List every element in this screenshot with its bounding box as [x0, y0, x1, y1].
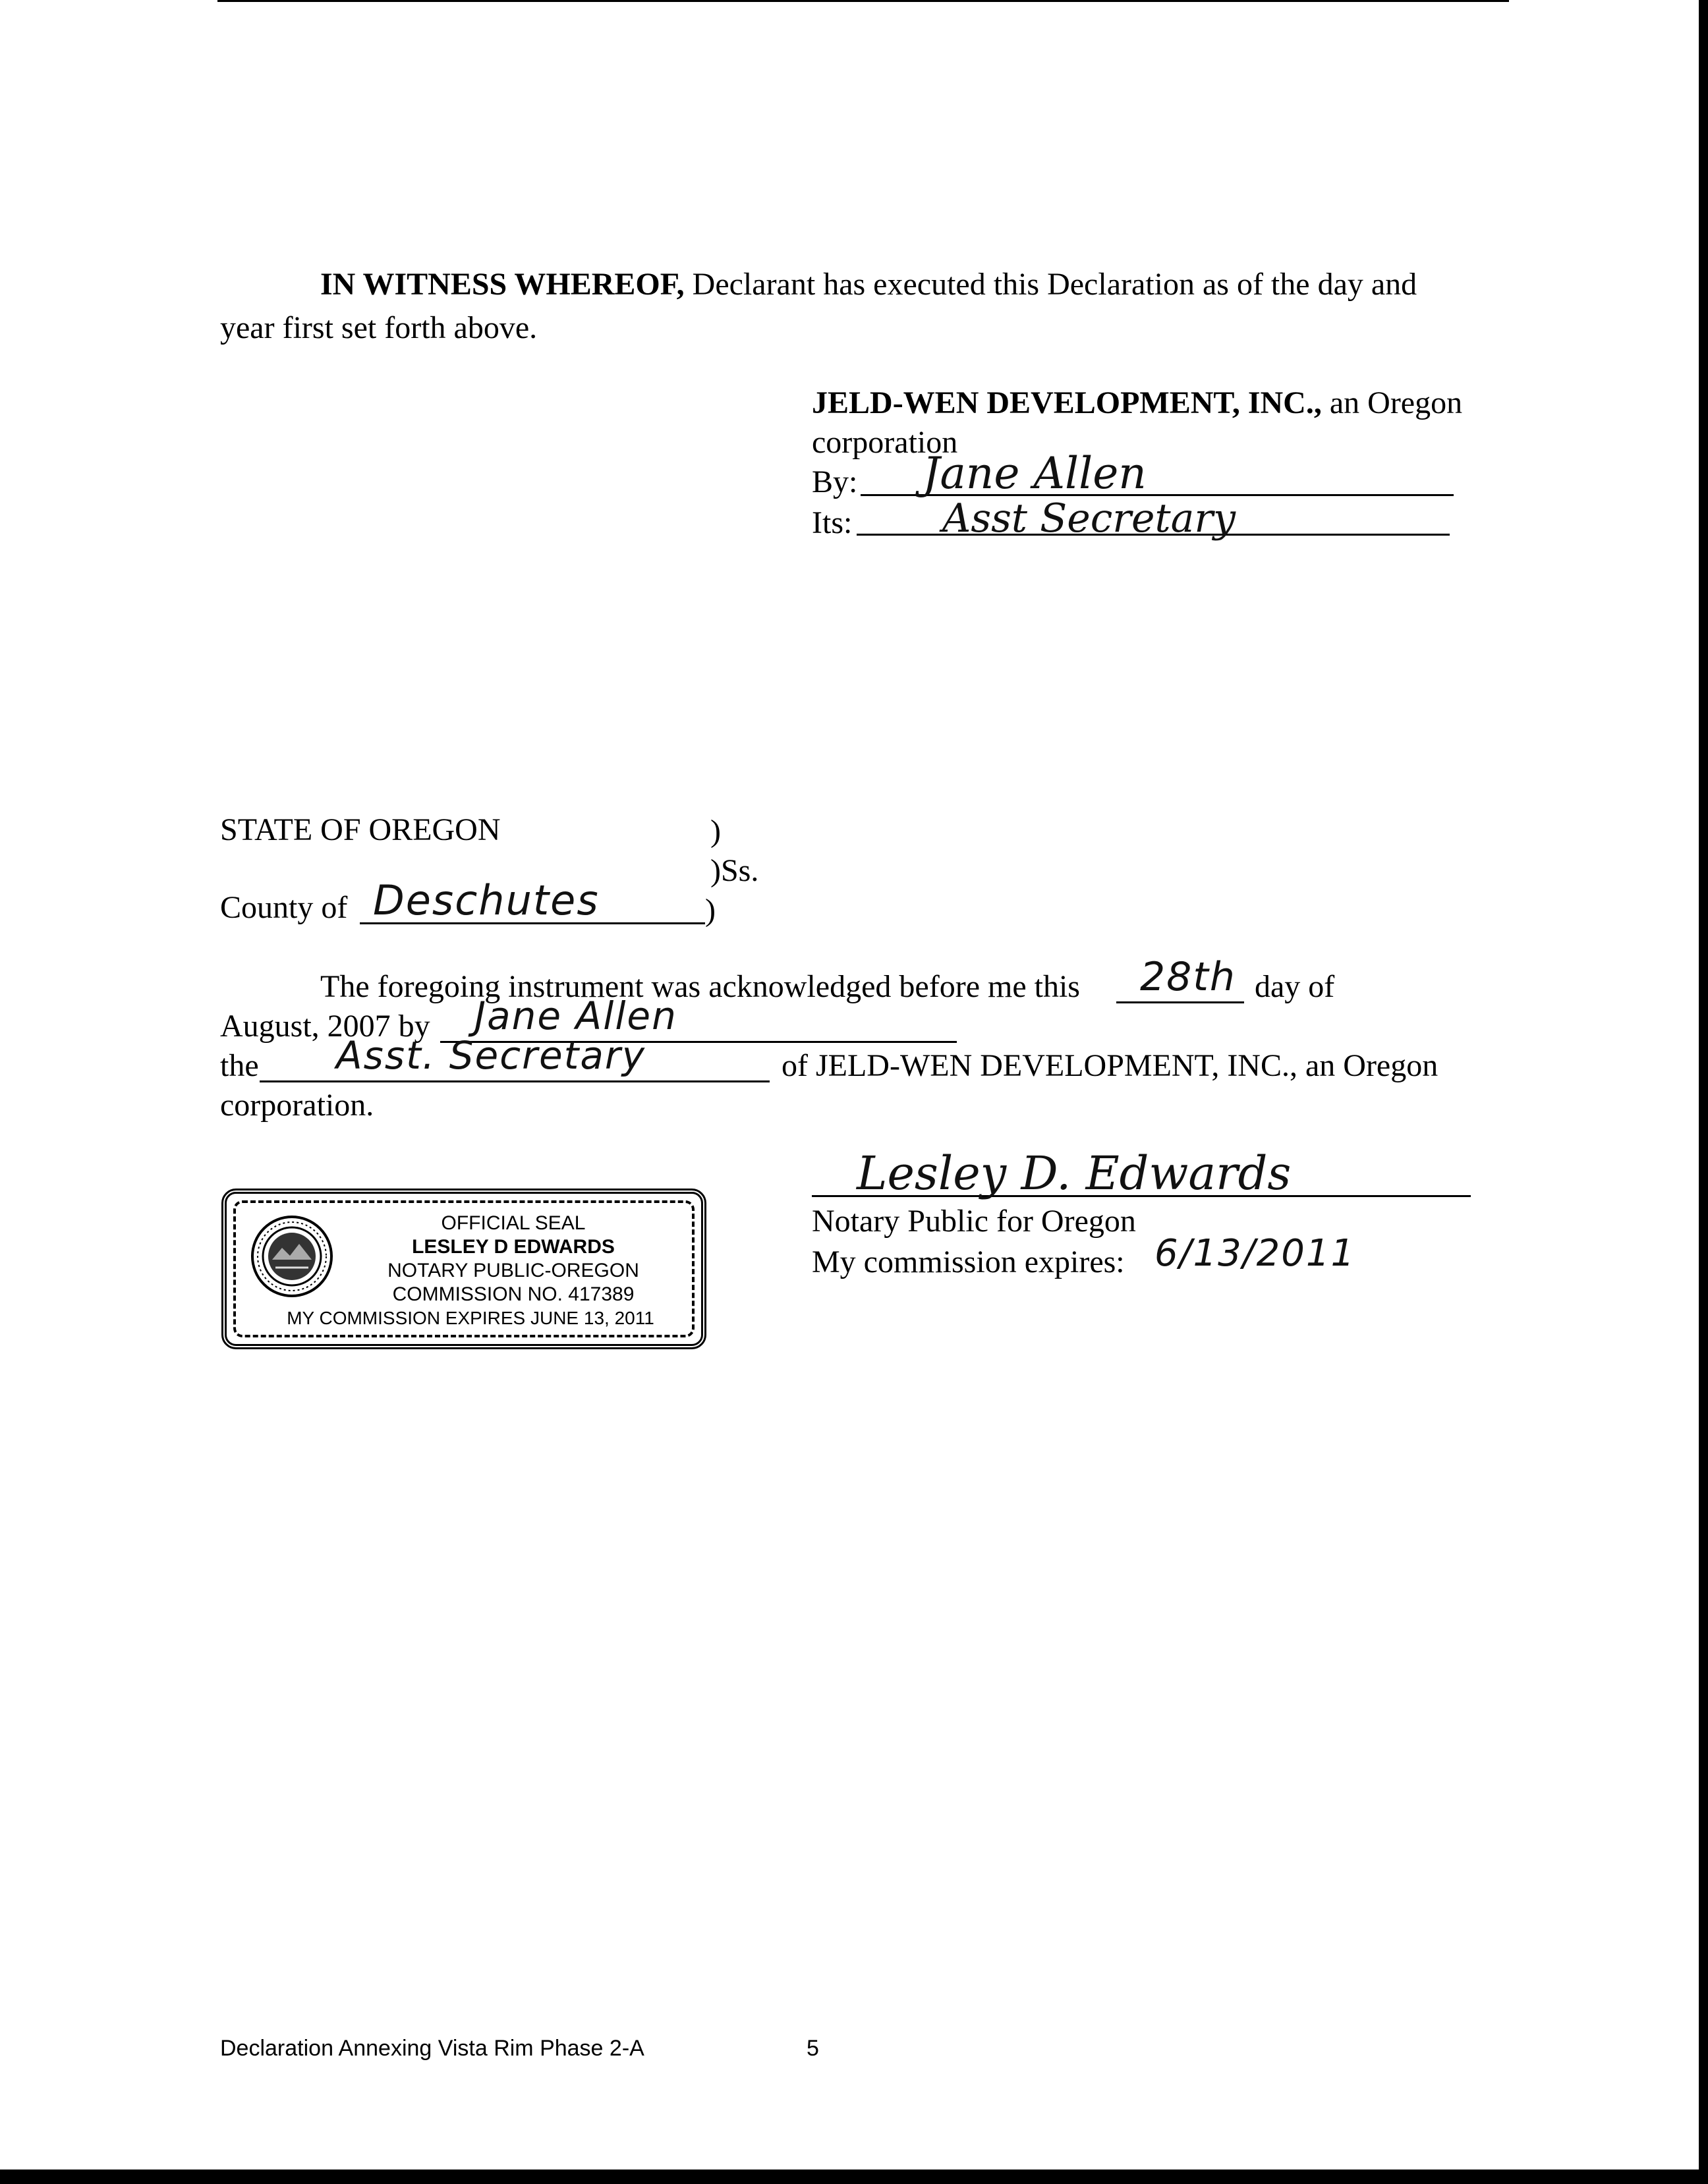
its-label: Its: [812, 505, 853, 540]
official-seal [221, 1189, 706, 1349]
seal-line-3: NOTARY PUBLIC-OREGON [387, 1260, 639, 1281]
ack-title-line [260, 1080, 770, 1082]
company-name: JELD-WEN DEVELOPMENT, INC., [812, 385, 1322, 420]
venue-ss: )Ss. [710, 853, 759, 888]
ack-line3-end: of JELD-WEN DEVELOPMENT, INC., an Oregon [782, 1048, 1438, 1083]
venue-paren-1: ) [710, 814, 721, 849]
seal-line-1: OFFICIAL SEAL [441, 1212, 586, 1234]
seal-line-5: MY COMMISSION EXPIRES JUNE 13, 2011 [287, 1308, 654, 1328]
ack-line4: corporation. [220, 1088, 374, 1123]
footer-document-title: Declaration Annexing Vista Rim Phase 2-A [220, 2036, 644, 2061]
notary-signature: Lesley D. Edwards [857, 1146, 1292, 1200]
company-line [812, 382, 1462, 424]
company-rest: an Oregon [1329, 385, 1463, 420]
footer-page-number: 5 [807, 2036, 819, 2061]
ack-title-value: Asst. Secretary [336, 1033, 646, 1078]
notary-expires-value: 6/13/2011 [1154, 1232, 1356, 1275]
witness-line-1 [320, 264, 1417, 306]
county-label: County of [220, 890, 348, 925]
ack-day-value: 28th [1140, 954, 1236, 1000]
its-value: Asst Secretary [942, 495, 1236, 542]
ack-line2-start: August, 2007 by [220, 1009, 430, 1044]
ack-line1-start: The foregoing instrument was acknowledged before me this [320, 969, 1080, 1004]
witness-line-2: year first set forth above. [220, 310, 538, 345]
state-label: STATE OF OREGON [220, 812, 501, 847]
notary-expires-label: My commission expires: [812, 1245, 1125, 1279]
seal-line-4: COMMISSION NO. 417389 [392, 1283, 635, 1305]
venue-paren-3: ) [705, 893, 716, 928]
notary-title: Notary Public for Oregon [812, 1204, 1136, 1239]
ack-day-line [1116, 1001, 1244, 1003]
top-rule [217, 0, 1509, 2]
seal-line-2: LESLEY D EDWARDS [412, 1236, 615, 1258]
ack-line1-end: day of [1255, 969, 1335, 1004]
by-label: By: [812, 464, 858, 499]
ack-name-value: Jane Allen [474, 994, 677, 1038]
county-value: Deschutes [373, 876, 600, 924]
ack-line3-start: the [220, 1048, 259, 1083]
witness-line1-rest: Declarant has executed this Declaration as of the day and [692, 267, 1417, 302]
by-signature: Jane Allen [923, 448, 1147, 499]
witness-lead: IN WITNESS WHEREOF, [320, 267, 685, 302]
corporation-label: corporation [812, 425, 958, 460]
